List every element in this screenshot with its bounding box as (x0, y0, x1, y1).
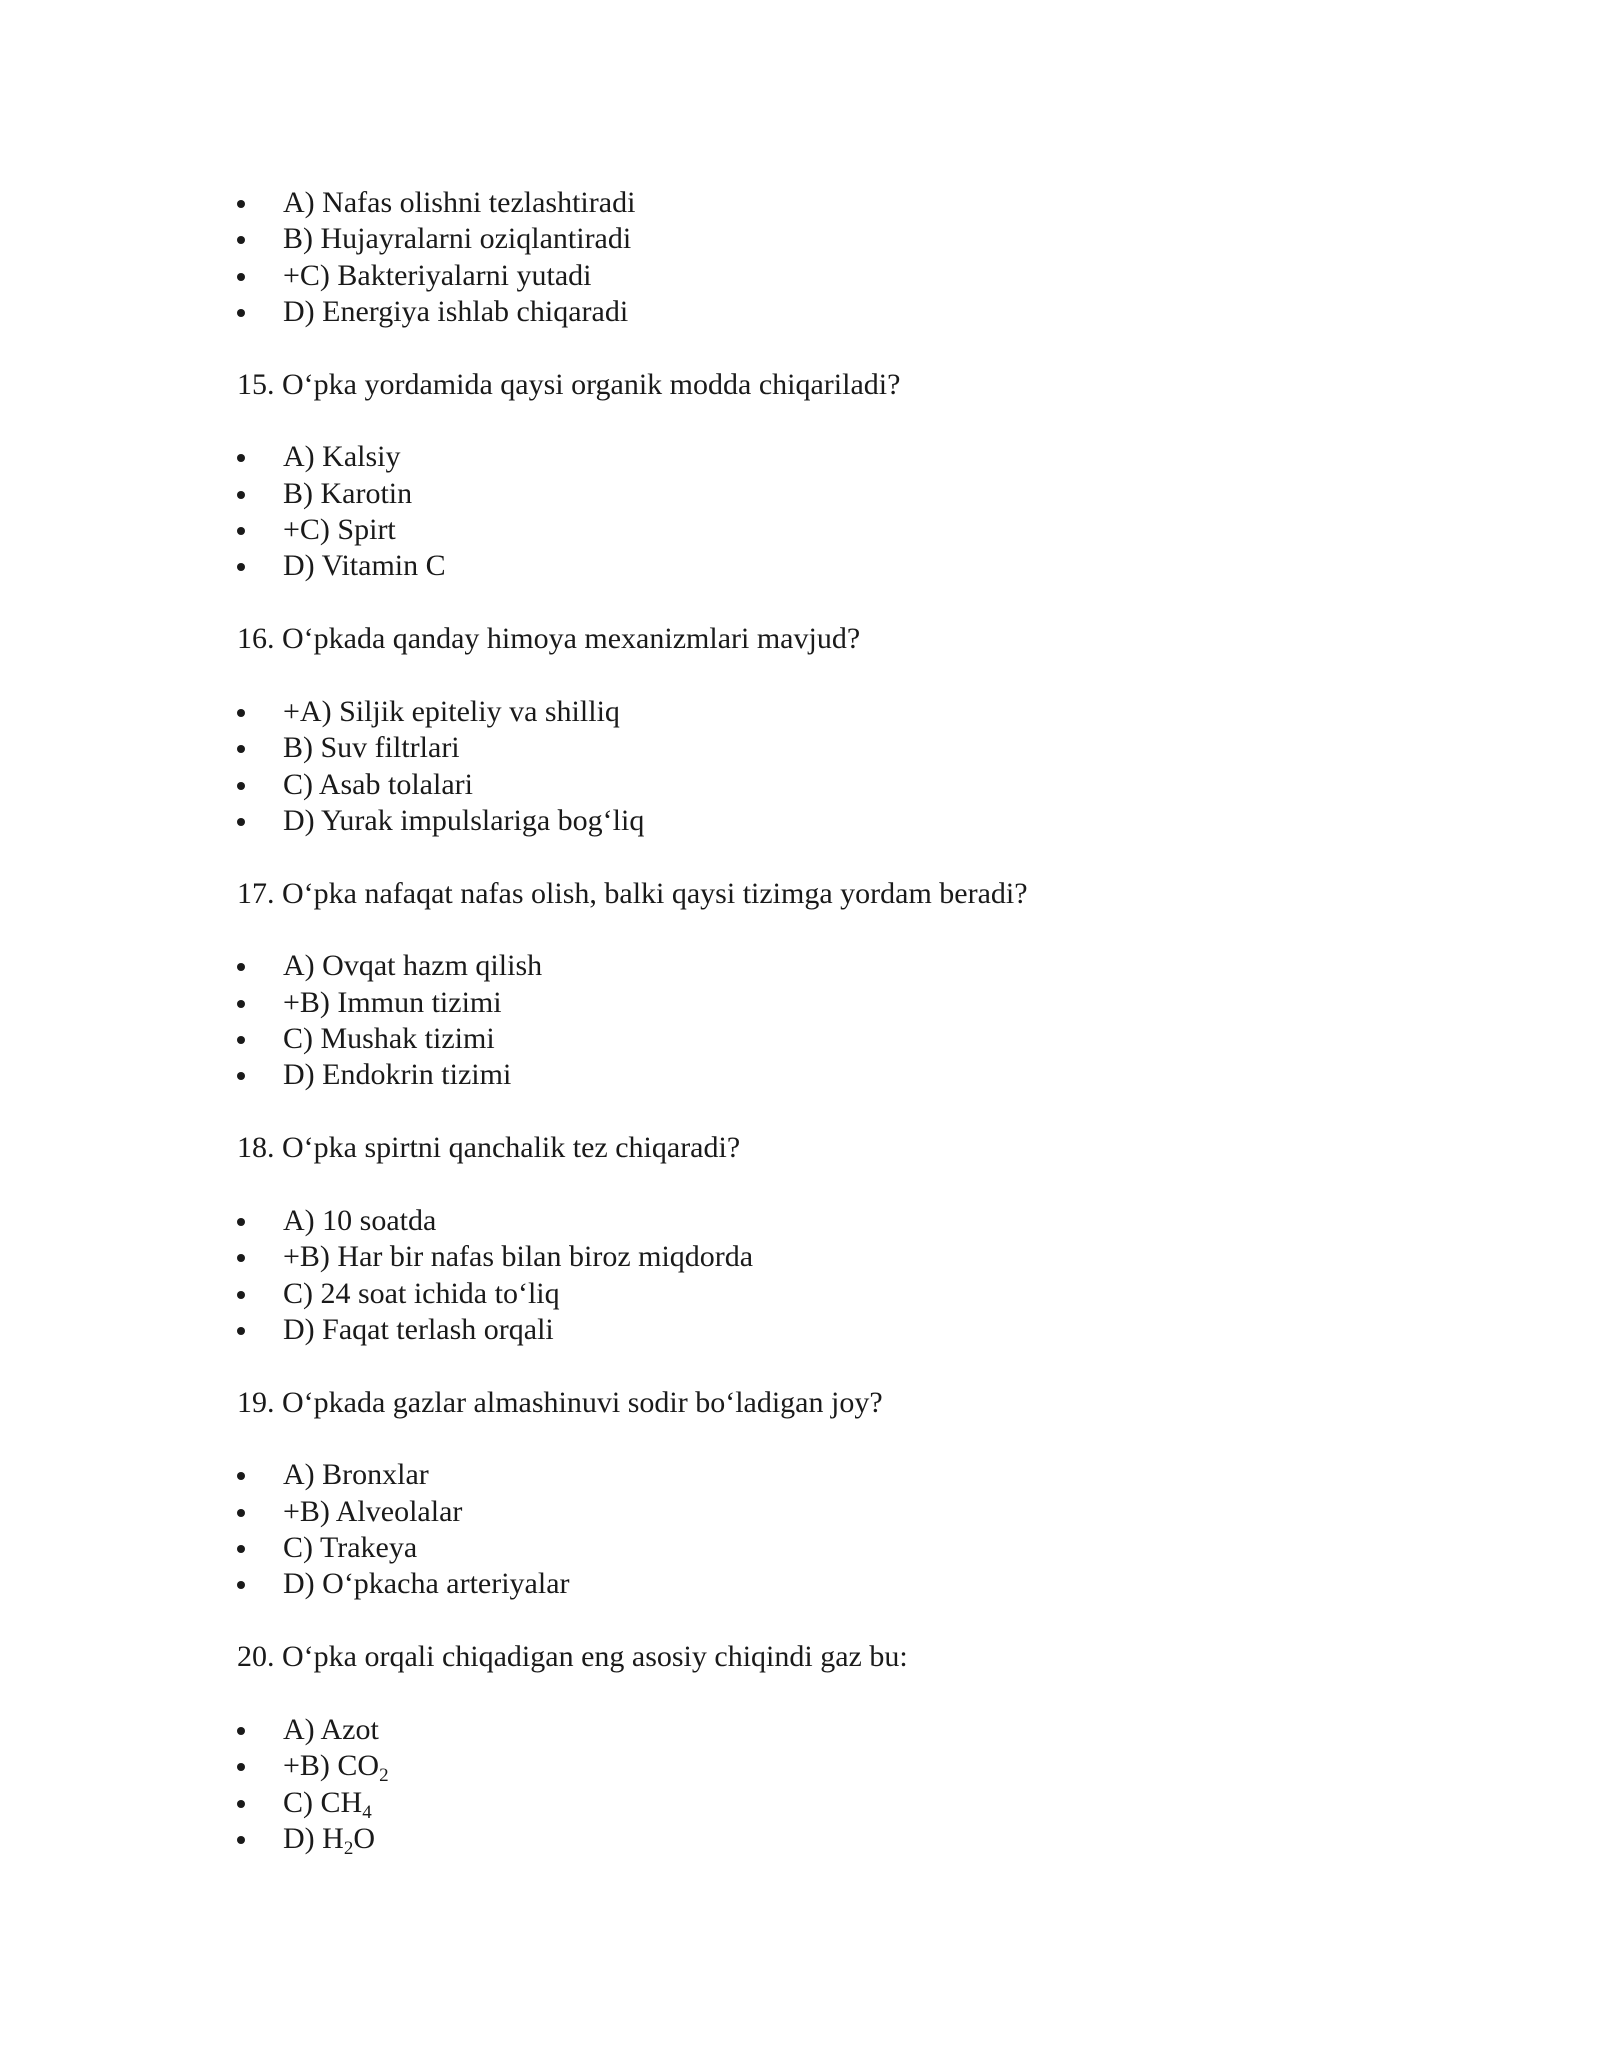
list-item: +C) Bakteriyalarni yutadi (237, 258, 1417, 294)
bullet-icon (237, 694, 247, 730)
bullet-icon (237, 294, 247, 330)
list-item: +B) Har bir nafas bilan biroz miqdorda (237, 1239, 1417, 1275)
list-item: C) Asab tolalari (237, 767, 1417, 803)
list-item (237, 1748, 1417, 1787)
list-item: A) Azot (237, 1712, 1417, 1748)
options-list (237, 439, 1417, 584)
options-list (237, 1203, 1417, 1348)
question-16: 16. O‘pkada qanday himoya mexanizmlari mavjud? (237, 622, 861, 656)
list-item: D) O‘pkacha arteriyalar (237, 1566, 1417, 1602)
bullet-icon (237, 439, 247, 475)
bullet-icon (237, 1712, 247, 1748)
list-item: D) Yurak impulslariga bog‘liq (237, 803, 1417, 839)
bullet-icon (237, 1566, 247, 1602)
bullet-icon (237, 730, 247, 766)
option-text: D) $H_2O$ (283, 1821, 375, 1859)
list-item: A) Kalsiy (237, 439, 1417, 475)
options-list (237, 948, 1417, 1093)
list-item: D) Energiya ishlab chiqaradi (237, 294, 1417, 330)
bullet-icon (237, 1748, 247, 1784)
option-text: +B) $CO_2$ (283, 1749, 389, 1787)
list-item: A) Ovqat hazm qilish (237, 948, 1417, 984)
options-list (237, 1457, 1417, 1602)
question-15: 15. O‘pka yordamida qaysi organik modda chiqariladi? (237, 367, 901, 401)
list-item: +B) Alveolalar (237, 1494, 1417, 1530)
list-item: B) Suv filtrlari (237, 730, 1417, 766)
bullet-icon (237, 1276, 247, 1312)
list-item (237, 1821, 1417, 1857)
options-list (237, 1712, 1417, 1857)
list-item: C) 24 soat ichida to‘liq (237, 1276, 1417, 1312)
bullet-icon (237, 1239, 247, 1275)
question-17: 17. O‘pka nafaqat nafas olish, balki qaysi tizimga yordam beradi? (237, 876, 1028, 910)
bullet-icon (237, 985, 247, 1021)
list-item: A) 10 soatda (237, 1203, 1417, 1239)
bullet-icon (237, 512, 247, 548)
list-item: A) Nafas olishni tezlashtiradi (237, 185, 1417, 221)
options-list (237, 694, 1417, 839)
option-text: C) $CH_4$ (283, 1785, 372, 1823)
list-item: C) Trakeya (237, 1530, 1417, 1566)
question-19: 19. O‘pkada gazlar almashinuvi sodir bo‘ladigan joy? (237, 1385, 883, 1419)
bullet-icon (237, 1457, 247, 1493)
bullet-icon (237, 1494, 247, 1530)
bullet-icon (237, 1530, 247, 1566)
bullet-icon (237, 185, 247, 221)
list-item: A) Bronxlar (237, 1457, 1417, 1493)
list-item: B) Karotin (237, 476, 1417, 512)
bullet-icon (237, 476, 247, 512)
bullet-icon (237, 1785, 247, 1821)
list-item: +A) Siljik epiteliy va shilliq (237, 694, 1417, 730)
options-list (237, 185, 1417, 330)
question-18: 18. O‘pka spirtni qanchalik tez chiqaradi? (237, 1131, 741, 1165)
question-20: 20. O‘pka orqali chiqadigan eng asosiy chiqindi gaz bu: (237, 1640, 908, 1674)
bullet-icon (237, 1057, 247, 1093)
bullet-icon (237, 1312, 247, 1348)
list-item (237, 1785, 1417, 1821)
list-item: D) Faqat terlash orqali (237, 1312, 1417, 1348)
bullet-icon (237, 548, 247, 584)
list-item: C) Mushak tizimi (237, 1021, 1417, 1057)
bullet-icon (237, 1021, 247, 1057)
bullet-icon (237, 1821, 247, 1857)
list-item: D) Vitamin C (237, 548, 1417, 584)
bullet-icon (237, 948, 247, 984)
list-item: B) Hujayralarni oziqlantiradi (237, 221, 1417, 257)
quiz-content (237, 185, 1417, 1857)
list-item: +C) Spirt (237, 512, 1417, 548)
bullet-icon (237, 221, 247, 257)
bullet-icon (237, 1203, 247, 1239)
bullet-icon (237, 803, 247, 839)
bullet-icon (237, 767, 247, 803)
list-item: D) Endokrin tizimi (237, 1057, 1417, 1093)
bullet-icon (237, 258, 247, 294)
list-item: +B) Immun tizimi (237, 985, 1417, 1021)
